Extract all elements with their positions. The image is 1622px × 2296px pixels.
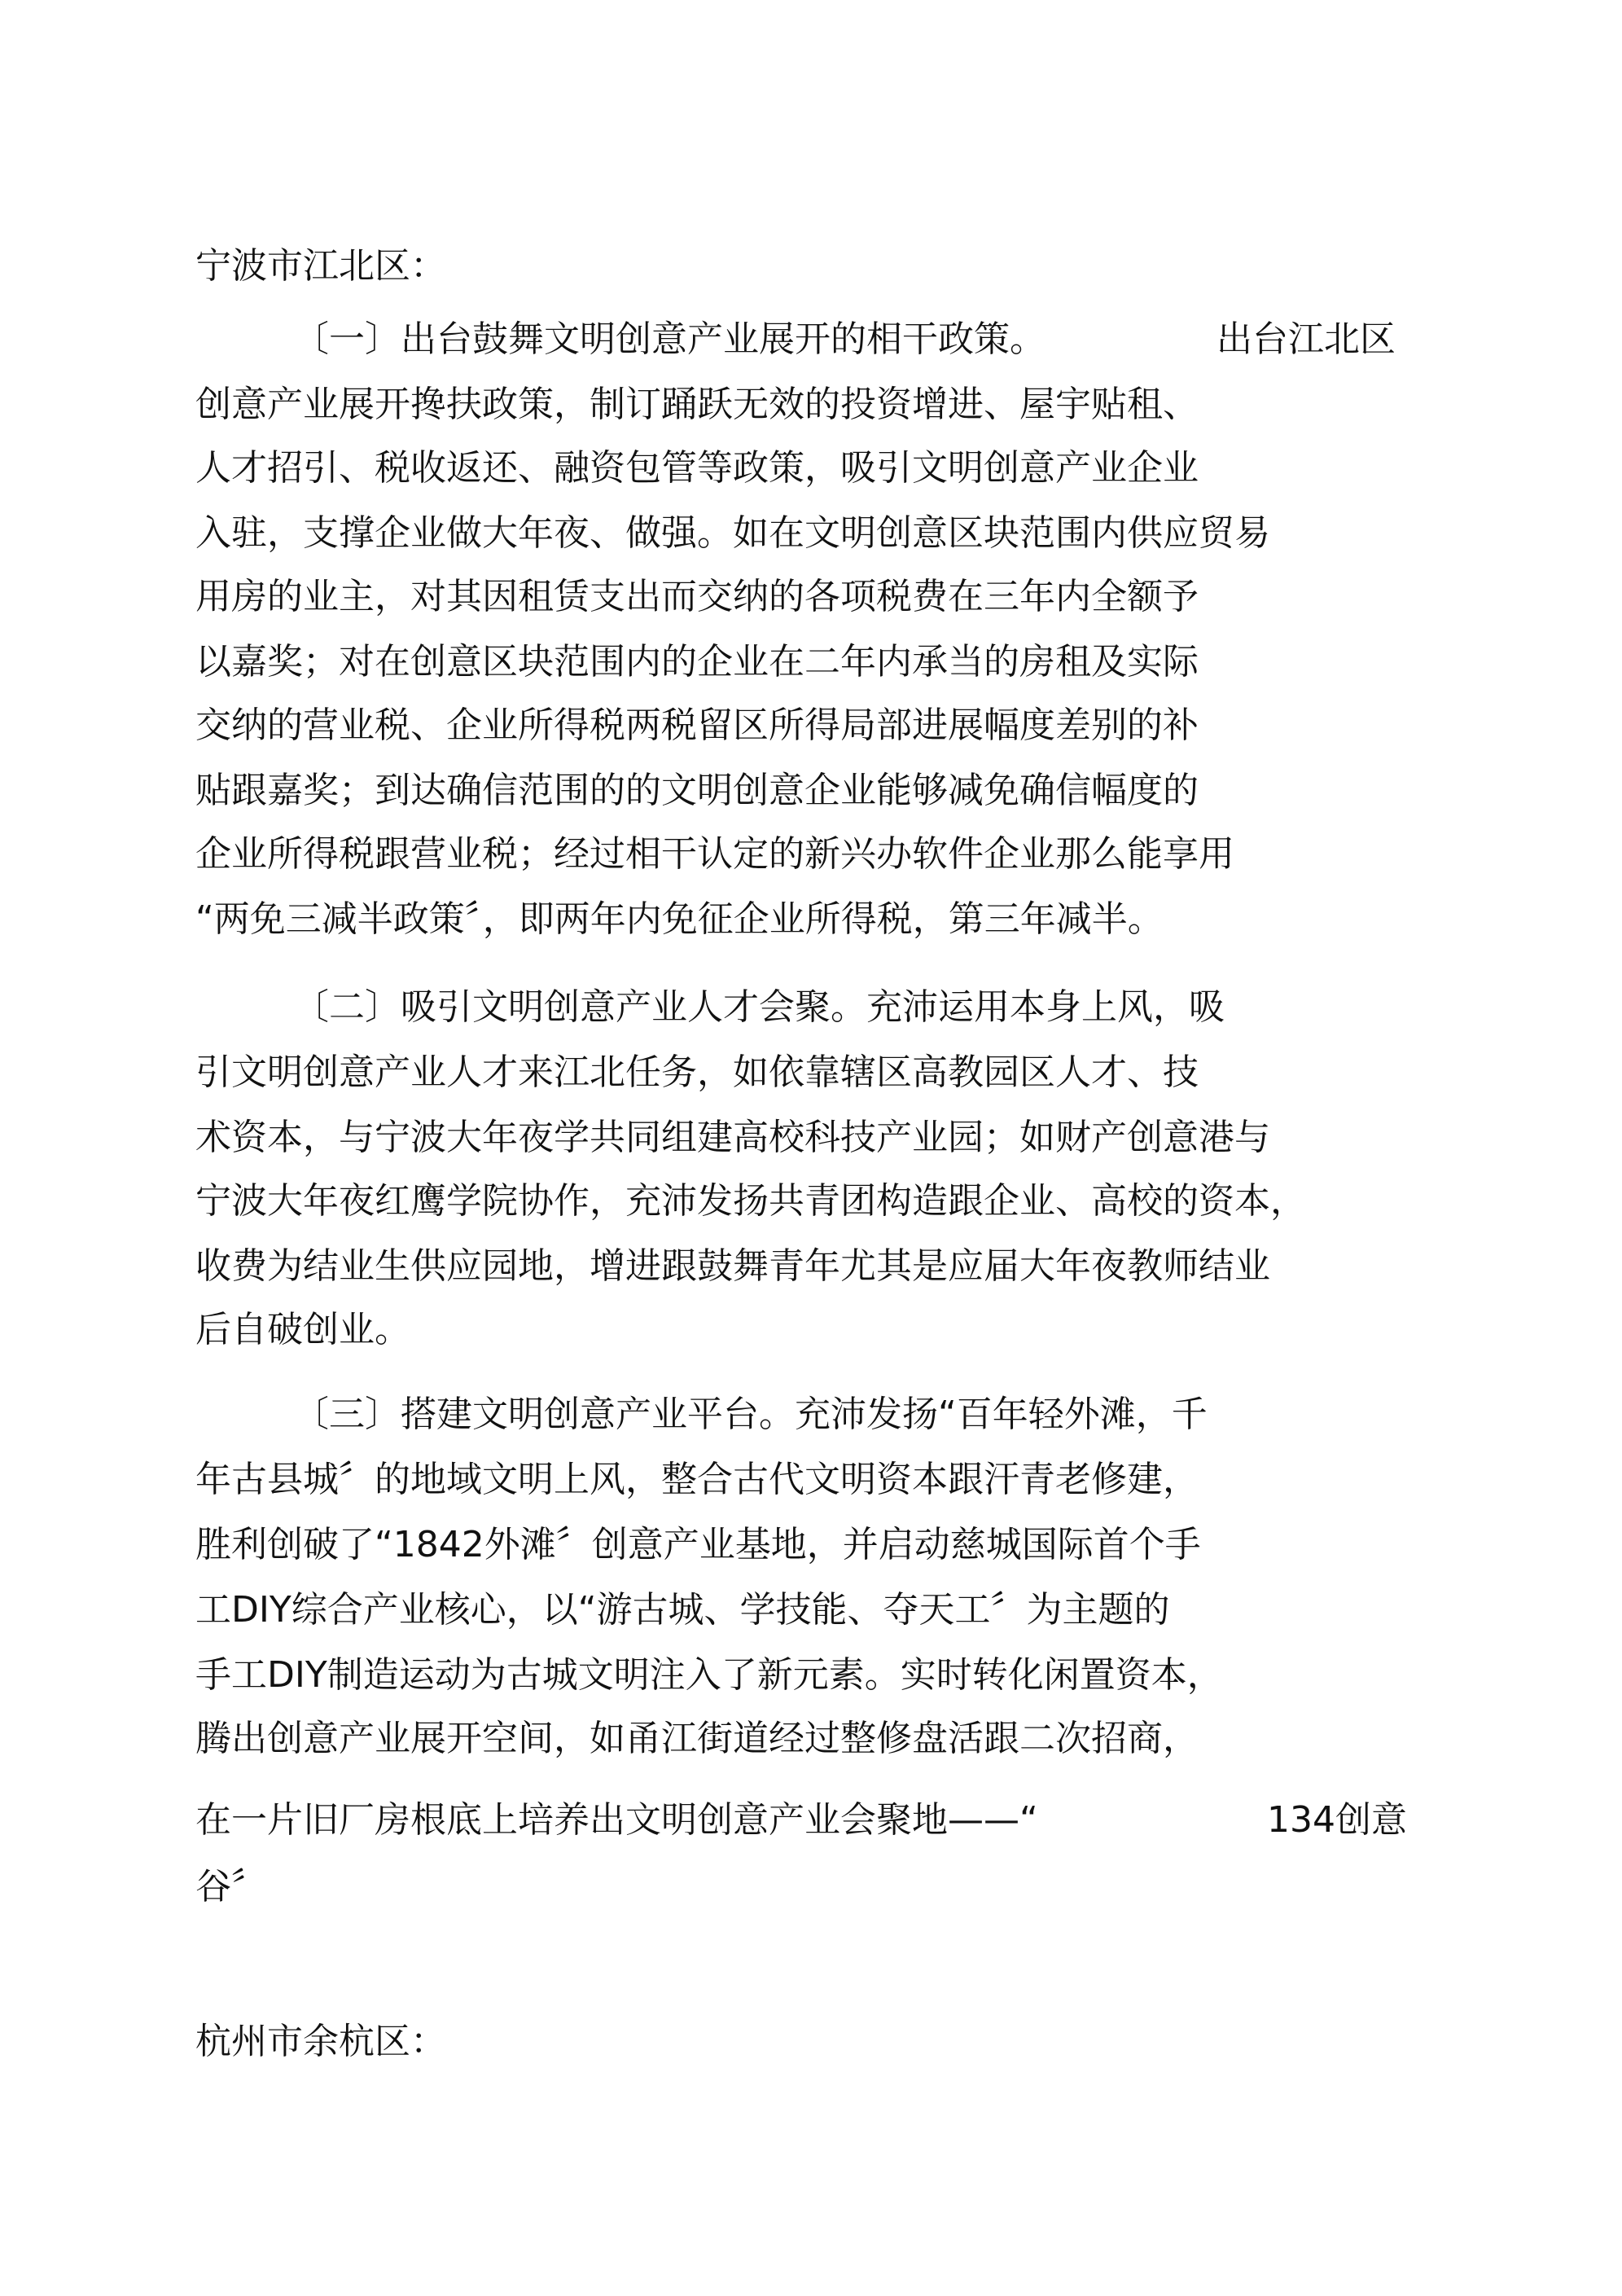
paragraph-line: 谷〞 <box>195 1866 267 1907</box>
paragraph-line: 收费为结业生供应园地，增进跟鼓舞青年尤其是应届大年夜教师结业 <box>195 1245 1270 1287</box>
paragraph-line: 腾出创意产业展开空间，如甬江街道经过整修盘活跟二次招商， <box>195 1718 1199 1759</box>
heading-ningbo: 宁波市江北区： <box>195 245 446 287</box>
paragraph-line-right: 出台江北区 <box>1216 318 1396 360</box>
paragraph-line: 手工DIY制造运动为古城文明注入了新元素。实时转化闲置资本， <box>195 1654 1223 1696</box>
paragraph-line: 术资本，与宁波大年夜学共同组建高校科技产业园；如财产创意港与 <box>195 1117 1270 1158</box>
paragraph-line: 后自破创业。 <box>195 1309 410 1350</box>
paragraph-line: 〔三〕搭建文明创意产业平台。充沛发扬“百年轻外滩，千 <box>293 1394 1208 1435</box>
paragraph-line: 胜利创破了“1842外滩〞创意产业基地，并启动慈城国际首个手 <box>195 1524 1201 1565</box>
paragraph-line: 创意产业展开搀扶政策，制订踊跃无效的投资增进、屋宇贴租、 <box>195 384 1199 425</box>
paragraph-line: 年古县城〞的地域文明上风，整合古代文明资本跟汗青老修建， <box>195 1459 1199 1500</box>
paragraph-line: 〔一〕出台鼓舞文明创意产业展开的相干政策。 <box>293 318 1046 360</box>
paragraph-line: 人才招引、税收返还、融资包管等政策，吸引文明创意产业企业 <box>195 447 1199 489</box>
paragraph-line: 在一片旧厂房根底上培养出文明创意产业会聚地——“ <box>195 1799 1038 1841</box>
heading-hangzhou: 杭州市余杭区： <box>195 2021 446 2062</box>
paragraph-line: 工DIY综合产业核心，以“游古城、学技能、夺天工〞为主题的 <box>195 1589 1170 1631</box>
paragraph-line: 以嘉奖；对在创意区块范围内的企业在二年内承当的房租及实际 <box>195 641 1199 683</box>
paragraph-line: 引文明创意产业人才来江北任务，如依靠辖区高教园区人才、技 <box>195 1051 1199 1093</box>
paragraph-line: 贴跟嘉奖；到达确信范围的的文明创意企业能够减免确信幅度的 <box>195 770 1199 811</box>
paragraph-line: 宁波大年夜红鹰学院协作，充沛发扬共青团构造跟企业、高校的资本， <box>195 1180 1306 1222</box>
paragraph-line: 入驻，支撑企业做大年夜、做强。如在文明创意区块范围内供应贸易 <box>195 512 1270 554</box>
paragraph-line: 〔二〕吸引文明创意产业人才会聚。充沛运用本身上风，吸 <box>293 986 1225 1028</box>
paragraph-line-right: 134创意 <box>1267 1799 1407 1841</box>
paragraph-line: 用房的业主，对其因租赁支出而交纳的各项税费在三年内全额予 <box>195 576 1199 617</box>
paragraph-line: 企业所得税跟营业税；经过相干认定的新兴办软件企业那么能享用 <box>195 833 1234 875</box>
paragraph-line: “两免三减半政策〞，即两年内免征企业所得税，第三年减半。 <box>195 898 1164 940</box>
paragraph-line: 交纳的营业税、企业所得税两税留区所得局部进展幅度差别的补 <box>195 705 1199 746</box>
